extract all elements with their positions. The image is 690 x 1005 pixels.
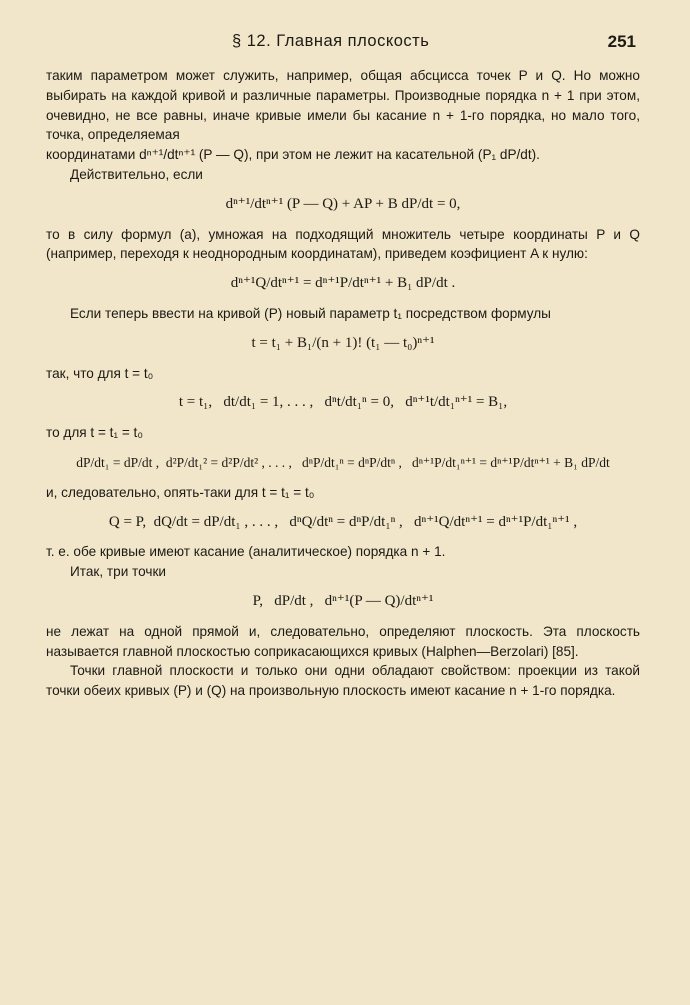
equation-3: t = t₁ + B₁/(n + 1)! (t₁ — t₀)ⁿ⁺¹ (251, 334, 435, 351)
paragraph-7: то для t = t₁ = t₀ (46, 425, 143, 441)
equation-7: P, dP/dt , dⁿ⁺¹(P — Q)/dtⁿ⁺¹ (252, 592, 434, 609)
paragraph-3: Действительно, если (70, 166, 203, 182)
equation-5: dP/dt₁ = dP/dt , d²P/dt₁² = d²P/dt² , . . . , dⁿP/dt₁ⁿ = dⁿP/dtⁿ , dⁿ⁺¹P/dt₁ⁿ⁺¹ = dⁿ⁺¹P/dtⁿ⁺¹ + B₁ dP/dt (76, 454, 610, 470)
page-number: 251 (607, 32, 636, 51)
paragraph-4: то в силу формул (а), умножая на подходящий множитель четыре координаты P и Q (например, переходя к неоднородным координатам), приведем коэфициент A к нулю: (46, 226, 640, 262)
paragraph-8: и, следовательно, опять-таки для t = t₁ = t₀ (46, 484, 315, 500)
equation-2: dⁿ⁺¹Q/dtⁿ⁺¹ = dⁿ⁺¹P/dtⁿ⁺¹ + B₁ dP/dt . (230, 275, 456, 292)
paragraph-5: Если теперь ввести на кривой (P) новый параметр t₁ посредством формулы (70, 305, 551, 321)
paragraph-10: Итак, три точки (70, 564, 167, 580)
page-content (46, 66, 640, 701)
equation-4: t = t₁, dt/dt₁ = 1, . . . , dⁿt/dt₁ⁿ = 0, dⁿ⁺¹t/dt₁ⁿ⁺¹ = B₁, (178, 394, 508, 411)
paragraph-2: координатами dⁿ⁺¹/dtⁿ⁺¹ (P — Q), при этом не лежит на касательной (P₁ dP/dt). (46, 147, 540, 163)
paragraph-11: не лежат на одной прямой и, следовательно, определяют плоскость. Эта плоскость называется главной плоскостью соприкасающихся кривых (Halphen—Berzolari) [85]. (46, 623, 640, 659)
paragraph-12: Точки главной плоскости и только они одни обладают свойством: проекции из такой точки обеих кривых (P) и (Q) на произвольную плоскость имеют касание n + 1-го порядка. (46, 663, 640, 699)
paragraph-1: таким параметром может служить, например, общая абсцисса точек P и Q. Но можно выбирать на каждой кривой и различные параметры. Производные порядка n + 1 при этом, очевидно, не все равны, иначе кривые имели бы касание n + 1-го порядка, но мало того, точка, определяемая (46, 68, 640, 143)
equation-1: dⁿ⁺¹/dtⁿ⁺¹ (P — Q) + AP + B dP/dt = 0, (225, 195, 461, 212)
paragraph-9: т. е. обе кривые имеют касание (аналитическое) порядка n + 1. (46, 544, 446, 560)
paragraph-6: так, что для t = t₀ (46, 365, 154, 381)
page-header (0, 32, 690, 56)
equation-6: Q = P, dQ/dt = dP/dt₁ , . . . , dⁿQ/dtⁿ = dⁿP/dt₁ⁿ , dⁿ⁺¹Q/dtⁿ⁺¹ = dⁿ⁺¹P/dt₁ⁿ⁺¹ , (108, 513, 578, 530)
section-title: § 12. Главная плоскость (232, 32, 430, 50)
